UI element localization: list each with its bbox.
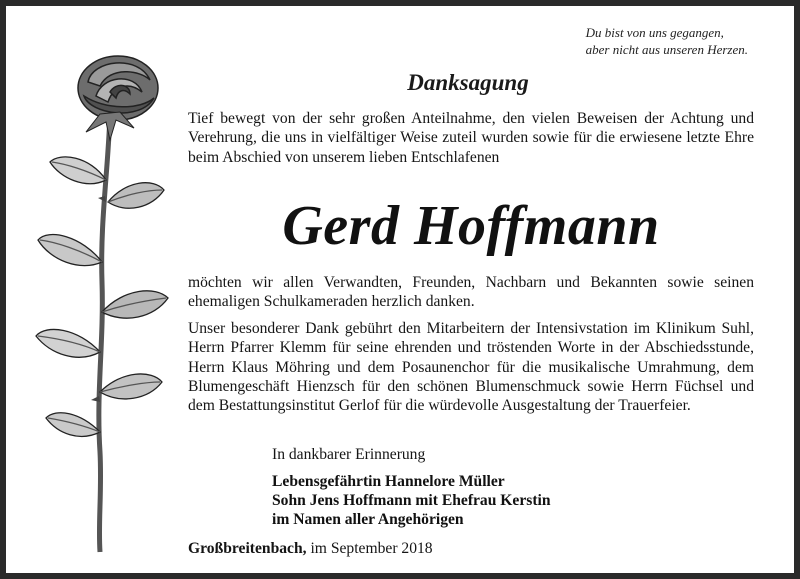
signers-list <box>272 472 551 529</box>
rose-illustration <box>30 52 180 557</box>
motto-line-1: Du bist von uns gegangen, <box>585 25 724 40</box>
date: im September 2018 <box>306 540 433 557</box>
intro-paragraph: Tief bewegt von der sehr großen Anteilnahme, den vielen Beweisen der Achtung und Verehrung, die uns in vielfältiger Weise zuteil wurden sowie für die erwiesene letzte Ehre beim Abschied von unserem lieben Entschlafenen <box>188 110 754 166</box>
closing-phrase: In dankbarer Erinnerung <box>272 446 426 463</box>
motto-line-2: aber nicht aus unseren Herzen. <box>585 42 748 57</box>
thanks-paragraph: möchten wir allen Verwandten, Freunden, Nachbarn und Bekannten sowie seinen ehemaligen Schulkameraden herzlich danken. <box>188 274 754 311</box>
place-and-date <box>188 540 433 558</box>
page-title: Danksagung <box>407 70 529 95</box>
special-thanks-paragraph: Unser besonderer Dank gebührt den Mitarbeitern der Intensivstation im Klinikum Suhl, Herrn Pfarrer Klemm für seine ehrenden und tröstenden Worte in der Abschiedsstunde, Herrn Klaus Möhring und dem Posaunenchor für die musikalische Umrahmung, dem Blumengeschäft Hienzsch für den schönen Blumenschmuck sowie Herrn Füchsel und dem Bestattungsinstitut Gerlof für die würdevolle Ausgestaltung der Trauerfeier. <box>188 320 754 415</box>
signer-line: im Namen aller Angehörigen <box>272 511 464 528</box>
signer-line: Sohn Jens Hoffmann mit Ehefrau Kerstin <box>272 492 551 509</box>
place: Großbreitenbach, <box>188 540 307 557</box>
motto <box>586 24 748 58</box>
deceased-name: Gerd Hoffmann <box>282 195 660 257</box>
obituary-notice <box>6 6 794 573</box>
signer-line: Lebensgefährtin Hannelore Müller <box>272 473 505 490</box>
